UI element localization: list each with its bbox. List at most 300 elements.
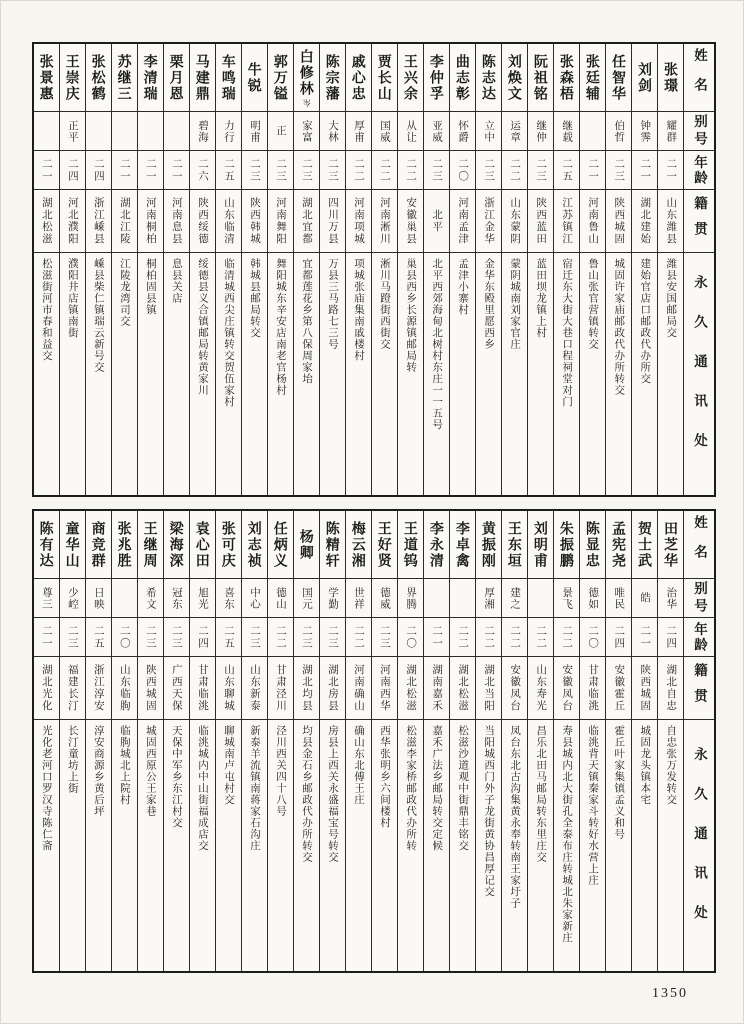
cell-alias bbox=[190, 112, 215, 151]
name-text: 陈宗藩 bbox=[324, 53, 341, 102]
alias-text: 建之 bbox=[509, 586, 522, 610]
header-cell-native bbox=[684, 657, 714, 720]
cell-address bbox=[398, 720, 423, 971]
cell-address bbox=[346, 253, 371, 495]
person-column bbox=[449, 44, 475, 495]
cell-age bbox=[398, 151, 423, 190]
address-text: 金华东殿里愿西乡 bbox=[483, 258, 496, 350]
cell-age bbox=[346, 151, 371, 190]
person-column bbox=[59, 511, 85, 971]
address-text: 濮阳井店镇南街 bbox=[66, 258, 79, 339]
cell-age bbox=[554, 618, 579, 657]
name-note: 岑 bbox=[302, 98, 312, 107]
cell-native bbox=[398, 657, 423, 720]
cell-alias bbox=[112, 112, 137, 151]
address-text: 桐柏固县镇 bbox=[144, 258, 157, 316]
cell-age bbox=[112, 618, 137, 657]
cell-alias bbox=[60, 579, 85, 618]
name-text: 李清瑞 bbox=[142, 53, 159, 102]
alias-text: 伯哲 bbox=[613, 119, 626, 143]
native-text: 河南舞阳 bbox=[274, 197, 287, 245]
name-text: 张森梧 bbox=[558, 53, 575, 102]
alias-text: 唯民 bbox=[613, 586, 626, 610]
cell-name bbox=[294, 511, 319, 579]
cell-alias bbox=[658, 579, 683, 618]
cell-age bbox=[268, 618, 293, 657]
cell-address bbox=[580, 253, 605, 495]
header-address-label: 永久通讯处 bbox=[691, 275, 707, 473]
alias-text: 学勤 bbox=[327, 586, 340, 610]
alias-text: 正平 bbox=[66, 119, 79, 143]
cell-age bbox=[398, 618, 423, 657]
cell-name bbox=[138, 44, 163, 112]
cell-address bbox=[320, 253, 345, 495]
native-text: 湖北松滋 bbox=[457, 664, 470, 712]
cell-native bbox=[294, 657, 319, 720]
cell-address bbox=[294, 253, 319, 495]
address-text: 宿迁东大街大巷口程祠堂对门 bbox=[561, 258, 574, 408]
cell-age bbox=[60, 151, 85, 190]
address-text: 临洮背天镇秦家斗转好水营上庄 bbox=[587, 725, 600, 886]
cell-name bbox=[346, 511, 371, 579]
cell-native bbox=[268, 190, 293, 253]
age-text: 二三 bbox=[170, 624, 183, 650]
cell-alias bbox=[320, 112, 345, 151]
cell-alias bbox=[346, 112, 371, 151]
alias-text: 家富 bbox=[301, 119, 313, 143]
age-text: 二一 bbox=[144, 157, 157, 183]
cell-age bbox=[138, 151, 163, 190]
cell-address bbox=[242, 253, 267, 495]
name-text: 栗月恩 bbox=[168, 53, 185, 102]
cell-native bbox=[34, 657, 59, 720]
cell-native bbox=[34, 190, 59, 253]
address-text: 城固龙头镇本宅 bbox=[639, 725, 652, 806]
cell-native bbox=[554, 657, 579, 720]
person-column bbox=[215, 44, 241, 495]
name-text: 刘剑 bbox=[636, 61, 653, 94]
native-text: 湖北均县 bbox=[301, 664, 313, 712]
cell-address bbox=[242, 720, 267, 971]
cell-native bbox=[424, 657, 449, 720]
age-text: 二二 bbox=[379, 157, 392, 183]
native-text: 山东聊城 bbox=[222, 664, 235, 712]
cell-native bbox=[476, 190, 501, 253]
age-text: 二一 bbox=[639, 157, 652, 183]
person-column bbox=[319, 44, 345, 495]
address-text: 临朐城北上院村 bbox=[118, 725, 131, 806]
alias-text: 明甫 bbox=[248, 119, 261, 143]
cell-address bbox=[112, 253, 137, 495]
header-column-bottom bbox=[683, 511, 714, 971]
name-text: 孟宪尧 bbox=[610, 520, 627, 569]
cell-age bbox=[242, 618, 267, 657]
cell-native bbox=[424, 190, 449, 253]
native-text: 山东寿光 bbox=[535, 664, 548, 712]
cell-native bbox=[268, 657, 293, 720]
cell-address bbox=[632, 720, 657, 971]
cell-name bbox=[320, 44, 345, 112]
cell-address bbox=[372, 253, 397, 495]
age-text: 二五 bbox=[222, 624, 235, 650]
alias-text: 国元 bbox=[301, 586, 313, 610]
cell-address bbox=[606, 253, 631, 495]
name-text: 王兴余 bbox=[402, 53, 419, 102]
age-text: 二二 bbox=[509, 157, 522, 183]
alias-text: 皓 bbox=[639, 592, 652, 604]
cell-native bbox=[632, 190, 657, 253]
alias-text: 希文 bbox=[144, 586, 157, 610]
cell-name bbox=[554, 44, 579, 112]
cell-alias bbox=[372, 579, 397, 618]
cell-age bbox=[372, 618, 397, 657]
cell-native bbox=[372, 190, 397, 253]
age-text: 二一 bbox=[170, 157, 183, 183]
cell-name bbox=[450, 511, 475, 579]
cell-address bbox=[138, 253, 163, 495]
cell-name bbox=[190, 511, 215, 579]
name-text: 李仲孚 bbox=[428, 53, 445, 102]
name-text: 戚心忠 bbox=[350, 53, 367, 102]
person-column bbox=[397, 511, 423, 971]
cell-name bbox=[372, 511, 397, 579]
cell-address bbox=[216, 720, 241, 971]
person-column bbox=[527, 511, 553, 971]
native-text: 浙江金华 bbox=[483, 197, 496, 245]
cell-alias bbox=[242, 112, 267, 151]
address-text: 临清城西尖庄镇转交贺伍家村 bbox=[222, 258, 235, 408]
alias-text: 德威 bbox=[379, 586, 392, 610]
cell-native bbox=[86, 190, 111, 253]
cell-name bbox=[268, 511, 293, 579]
cell-native bbox=[528, 657, 553, 720]
native-text: 湖南嘉禾 bbox=[431, 664, 444, 712]
cell-address bbox=[34, 720, 59, 971]
address-text: 泾川西关四十八号 bbox=[274, 725, 287, 817]
cell-alias bbox=[372, 112, 397, 151]
cell-name bbox=[502, 44, 527, 112]
age-text: 二三 bbox=[248, 157, 261, 183]
age-text: 二二 bbox=[353, 624, 366, 650]
name-text: 贺士武 bbox=[636, 520, 653, 569]
cell-native bbox=[606, 657, 631, 720]
cell-alias bbox=[424, 579, 449, 618]
person-column bbox=[631, 44, 657, 495]
name-text: 马建鼎 bbox=[194, 53, 211, 102]
cell-age bbox=[476, 151, 501, 190]
cell-age bbox=[424, 618, 449, 657]
name-text: 袁心田 bbox=[194, 520, 211, 569]
cell-name bbox=[346, 44, 371, 112]
name-text: 陈精轩 bbox=[324, 520, 341, 569]
native-text: 陕西韩城 bbox=[248, 197, 261, 245]
cell-name bbox=[112, 511, 137, 579]
header-cell-age bbox=[684, 618, 714, 657]
native-text: 浙江淳安 bbox=[92, 664, 105, 712]
address-text: 巢县西乡长源镇邮局转 bbox=[405, 258, 418, 373]
cell-name bbox=[632, 511, 657, 579]
cell-age bbox=[112, 151, 137, 190]
header-cell-alias bbox=[684, 579, 714, 618]
age-text: 二四 bbox=[66, 157, 79, 183]
cell-age bbox=[606, 151, 631, 190]
header-name-label: 姓名 bbox=[691, 515, 707, 574]
cell-alias bbox=[242, 579, 267, 618]
cell-age bbox=[320, 151, 345, 190]
name-text: 张景惠 bbox=[38, 53, 55, 102]
cell-address bbox=[112, 720, 137, 971]
cell-alias bbox=[606, 579, 631, 618]
cell-name bbox=[34, 511, 59, 579]
person-column bbox=[527, 44, 553, 495]
cell-age bbox=[658, 151, 683, 190]
cell-alias bbox=[294, 579, 319, 618]
cell-native bbox=[242, 657, 267, 720]
cell-native bbox=[86, 657, 111, 720]
native-text: 四川万县 bbox=[327, 197, 340, 245]
cell-age bbox=[554, 151, 579, 190]
address-text: 光化老河口罗汉寺陈仁斋 bbox=[40, 725, 53, 852]
cell-alias bbox=[320, 579, 345, 618]
name-text: 任智华 bbox=[610, 53, 627, 102]
age-text: 二三 bbox=[483, 157, 496, 183]
cell-native bbox=[658, 657, 683, 720]
cell-alias bbox=[502, 579, 527, 618]
address-text: 江陵龙湾司交 bbox=[118, 258, 131, 327]
cell-alias bbox=[606, 112, 631, 151]
name-text: 张兆胜 bbox=[116, 520, 133, 569]
native-text: 湖北松滋 bbox=[405, 664, 418, 712]
cell-native bbox=[372, 657, 397, 720]
alias-text: 继仲 bbox=[535, 119, 548, 143]
cell-alias bbox=[216, 579, 241, 618]
address-text: 当阳城西门外子龙街黄协昌厚记交 bbox=[483, 725, 496, 898]
cell-alias bbox=[294, 112, 319, 151]
native-text: 河北濮阳 bbox=[66, 197, 79, 245]
native-text: 安徽霍丘 bbox=[613, 664, 626, 712]
address-text: 嵊县柴仁镇瑞云新号交 bbox=[92, 258, 105, 373]
address-text: 韩城县邮局转交 bbox=[248, 258, 261, 339]
cell-alias bbox=[216, 112, 241, 151]
age-text: 二三 bbox=[66, 624, 79, 650]
cell-name bbox=[86, 511, 111, 579]
person-column bbox=[553, 511, 579, 971]
address-text: 自忠张万发转交 bbox=[665, 725, 678, 806]
cell-alias bbox=[138, 579, 163, 618]
cell-age bbox=[632, 151, 657, 190]
cell-age bbox=[502, 618, 527, 657]
age-text: 二三 bbox=[301, 157, 313, 183]
cell-address bbox=[86, 720, 111, 971]
cell-address bbox=[372, 720, 397, 971]
age-text: 二一 bbox=[431, 624, 444, 650]
cell-age bbox=[164, 151, 189, 190]
cell-native bbox=[138, 657, 163, 720]
person-column bbox=[501, 44, 527, 495]
name-text: 张可庆 bbox=[220, 520, 237, 569]
address-text: 宜都莲花乡第八保周家坮 bbox=[301, 258, 313, 385]
cell-alias bbox=[268, 579, 293, 618]
native-text: 河南息县 bbox=[170, 197, 183, 245]
cell-age bbox=[138, 618, 163, 657]
cell-name bbox=[86, 44, 111, 112]
person-column bbox=[605, 44, 631, 495]
cell-age bbox=[424, 151, 449, 190]
cell-native bbox=[554, 190, 579, 253]
cell-alias bbox=[580, 112, 605, 151]
cell-name bbox=[320, 511, 345, 579]
native-text: 湖北自忠 bbox=[665, 664, 678, 712]
alias-text: 尊三 bbox=[40, 586, 53, 610]
cell-name bbox=[658, 44, 683, 112]
person-column bbox=[423, 511, 449, 971]
cell-name bbox=[632, 44, 657, 112]
name-text: 牛锐 bbox=[246, 61, 263, 94]
age-text: 二四 bbox=[196, 624, 209, 650]
cell-alias bbox=[268, 112, 293, 151]
cell-native bbox=[216, 190, 241, 253]
name-text: 田芝华 bbox=[662, 520, 679, 569]
address-text: 寿县城内北大街孔全泰布庄转城北朱家新庄 bbox=[561, 725, 574, 944]
cell-native bbox=[476, 657, 501, 720]
cell-address bbox=[346, 720, 371, 971]
cell-age bbox=[164, 618, 189, 657]
alias-text: 中心 bbox=[248, 586, 261, 610]
alias-text: 从让 bbox=[405, 119, 418, 143]
name-text: 王崇庆 bbox=[64, 53, 81, 102]
address-text: 淳安商源乡黄后坪 bbox=[92, 725, 105, 817]
alias-text: 世祥 bbox=[353, 586, 366, 610]
address-text: 城固许家庙邮政代办所转交 bbox=[613, 258, 626, 396]
cell-native bbox=[294, 190, 319, 253]
address-text: 临洮城内中山街福成店交 bbox=[196, 725, 209, 852]
cell-alias bbox=[476, 112, 501, 151]
name-text: 陈显忠 bbox=[584, 520, 601, 569]
cell-name bbox=[476, 44, 501, 112]
cell-age bbox=[242, 151, 267, 190]
cell-address bbox=[450, 253, 475, 495]
cell-address bbox=[476, 720, 501, 971]
address-text: 潍县安国邮局交 bbox=[665, 258, 678, 339]
header-cell-name bbox=[684, 511, 714, 579]
age-text: 二五 bbox=[561, 157, 574, 183]
cell-alias bbox=[398, 579, 423, 618]
address-text: 北平西郊海甸北树村东庄一一五号 bbox=[431, 258, 444, 431]
age-text: 二三 bbox=[613, 157, 626, 183]
cell-address bbox=[502, 720, 527, 971]
cell-name bbox=[580, 511, 605, 579]
alias-text: 亚威 bbox=[431, 119, 444, 143]
cell-name bbox=[60, 44, 85, 112]
address-text: 蒙阴城南刘家官庄 bbox=[509, 258, 522, 350]
alias-text: 德山 bbox=[274, 586, 287, 610]
native-text: 湖北光化 bbox=[40, 664, 53, 712]
cell-name bbox=[138, 511, 163, 579]
age-text: 二一 bbox=[639, 624, 652, 650]
age-text: 二一 bbox=[587, 157, 600, 183]
cell-alias bbox=[34, 579, 59, 618]
native-text: 陕西蓝田 bbox=[535, 197, 548, 245]
cell-native bbox=[528, 190, 553, 253]
cell-address bbox=[554, 253, 579, 495]
address-text: 房县上西关永盛福宝号转交 bbox=[327, 725, 340, 863]
address-text: 长汀童坊上街 bbox=[66, 725, 79, 794]
native-text: 山东临朐 bbox=[118, 664, 131, 712]
name-text: 王继周 bbox=[142, 520, 159, 569]
person-column bbox=[293, 511, 319, 971]
cell-age bbox=[34, 151, 59, 190]
person-column bbox=[371, 511, 397, 971]
cell-alias bbox=[632, 112, 657, 151]
native-text: 陕西城固 bbox=[144, 664, 157, 712]
name-text: 贾长山 bbox=[376, 53, 393, 102]
cell-native bbox=[450, 190, 475, 253]
person-column bbox=[189, 511, 215, 971]
age-text: 二三 bbox=[535, 157, 548, 183]
cell-address bbox=[632, 253, 657, 495]
cell-native bbox=[346, 657, 371, 720]
person-column bbox=[137, 44, 163, 495]
person-column bbox=[85, 44, 111, 495]
name-text: 王好贤 bbox=[376, 520, 393, 569]
header-age-label: 年龄 bbox=[691, 621, 707, 653]
alias-text: 力行 bbox=[222, 119, 235, 143]
alias-text: 治华 bbox=[665, 586, 678, 610]
cell-age bbox=[216, 151, 241, 190]
person-column bbox=[605, 511, 631, 971]
age-text: 二二 bbox=[535, 624, 548, 650]
header-alias-label: 别号 bbox=[691, 580, 707, 616]
cell-native bbox=[138, 190, 163, 253]
name-text: 苏继三 bbox=[116, 53, 133, 102]
alias-text: 景飞 bbox=[561, 586, 574, 610]
age-text: 二二 bbox=[561, 624, 574, 650]
cell-native bbox=[190, 657, 215, 720]
native-text: 广西天保 bbox=[170, 664, 183, 712]
cell-native bbox=[320, 657, 345, 720]
person-column bbox=[241, 44, 267, 495]
native-text: 湖北松滋 bbox=[40, 197, 53, 245]
cell-alias bbox=[450, 579, 475, 618]
top-table bbox=[32, 42, 716, 497]
cell-age bbox=[528, 618, 553, 657]
cell-native bbox=[398, 190, 423, 253]
cell-address bbox=[606, 720, 631, 971]
age-text: 二二 bbox=[457, 624, 470, 650]
name-text: 张松鹤 bbox=[90, 53, 107, 102]
native-text: 甘肃临洮 bbox=[196, 664, 209, 712]
age-text: 二三 bbox=[274, 157, 287, 183]
cell-alias bbox=[86, 579, 111, 618]
cell-age bbox=[190, 618, 215, 657]
cell-name bbox=[658, 511, 683, 579]
cell-native bbox=[450, 657, 475, 720]
native-text: 陕西城固 bbox=[639, 664, 652, 712]
cell-native bbox=[112, 190, 137, 253]
header-age-label: 年龄 bbox=[691, 154, 707, 186]
cell-name bbox=[112, 44, 137, 112]
cell-age bbox=[476, 618, 501, 657]
age-text: 二三 bbox=[327, 157, 340, 183]
cell-address bbox=[658, 720, 683, 971]
cell-address bbox=[554, 720, 579, 971]
address-text: 绥德县义合镇邮局转黄家川 bbox=[196, 258, 209, 396]
alias-text: 德如 bbox=[587, 586, 600, 610]
age-text: 二三 bbox=[144, 624, 157, 650]
alias-text: 运章 bbox=[509, 119, 522, 143]
address-text: 淅川马蹬街西街交 bbox=[379, 258, 392, 350]
person-column bbox=[345, 511, 371, 971]
